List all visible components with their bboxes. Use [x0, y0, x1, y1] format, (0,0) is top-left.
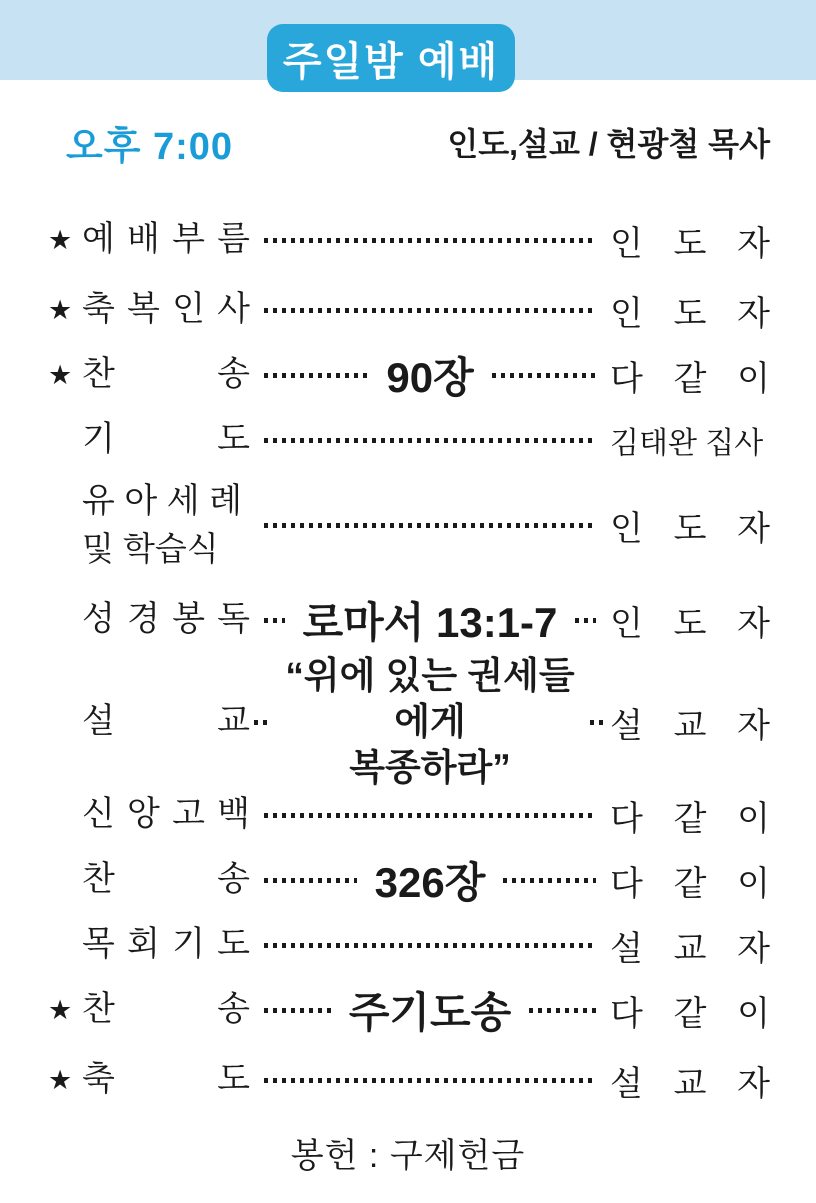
service-row [0, 655, 816, 788]
service-item-performer: 다 같 이 [610, 799, 770, 838]
service-item-label: 유 아 세 례 및 학습식 [82, 481, 242, 568]
dotted-leader [264, 1078, 596, 1083]
service-item-performer: 다 같 이 [610, 864, 770, 903]
dotted-leader [264, 438, 596, 443]
dotted-leader [264, 308, 596, 313]
service-row [0, 351, 816, 399]
service-row [0, 791, 816, 839]
dotted-leader [264, 813, 596, 818]
service-item-value: 주기도송 [348, 989, 512, 1036]
service-title: 주일밤 예배 [282, 39, 500, 84]
service-item-performer: 인 도 자 [610, 604, 770, 643]
service-item-label: 축 복 인 사 [82, 290, 250, 329]
service-item-performer: 설 교 자 [610, 706, 770, 745]
dotted-leader [264, 878, 357, 883]
service-item-performer: 다 같 이 [610, 994, 770, 1033]
offering-note [0, 1128, 816, 1176]
service-item-label: 설 교 [82, 702, 250, 741]
dotted-leader [264, 523, 596, 528]
service-item-label: 찬 송 [82, 990, 250, 1029]
service-time: 오후 7:00 [66, 125, 234, 168]
service-item-value: 90장 [386, 354, 474, 401]
service-item-performer: 설 교 자 [610, 929, 770, 968]
dotted-leader [254, 720, 270, 725]
service-item-label: 예 배 부 름 [82, 220, 250, 259]
service-item-performer: 김태완 집사 [610, 427, 764, 460]
service-row [0, 856, 816, 904]
service-item-value: 로마서 13:1-7 [302, 599, 558, 646]
service-header [0, 118, 816, 166]
service-item-value: “위에 있는 권세들에게 복종하라” [285, 655, 575, 788]
service-item-performer: 설 교 자 [610, 1064, 770, 1103]
service-row [0, 216, 816, 264]
offering-text: 봉헌 : 구제헌금 [290, 1136, 526, 1175]
star-icon: ★ [48, 359, 73, 390]
service-row [0, 416, 816, 464]
dotted-leader [503, 878, 596, 883]
service-item-performer: 인 도 자 [610, 294, 770, 333]
service-row [0, 986, 816, 1034]
star-icon: ★ [48, 994, 73, 1025]
star-icon: ★ [48, 294, 73, 325]
dotted-leader [264, 238, 596, 243]
dotted-leader [590, 720, 606, 725]
service-item-label: 목 회 기 도 [82, 925, 250, 964]
service-item-label: 기 도 [82, 420, 250, 459]
dotted-leader [492, 373, 596, 378]
service-item-label: 찬 송 [82, 355, 250, 394]
service-item-performer: 다 같 이 [610, 359, 770, 398]
dotted-leader [264, 618, 285, 623]
service-row [0, 1056, 816, 1104]
service-row [0, 596, 816, 644]
service-item-label: 신 앙 고 백 [82, 795, 250, 834]
service-item-performer: 인 도 자 [610, 509, 770, 548]
service-title-badge [267, 24, 515, 92]
dotted-leader [264, 373, 368, 378]
star-icon: ★ [48, 224, 73, 255]
service-list [0, 216, 816, 1104]
dotted-leader [264, 943, 596, 948]
service-item-performer: 인 도 자 [610, 224, 770, 263]
service-leaders: 인도,설교 / 현광철 목사 [447, 126, 770, 162]
service-item-label: 성 경 봉 독 [82, 600, 250, 639]
service-row [0, 286, 816, 334]
service-item-value: 326장 [374, 859, 486, 906]
star-icon: ★ [48, 1064, 73, 1095]
dotted-leader [264, 1008, 331, 1013]
service-item-label: 축 도 [82, 1060, 250, 1099]
service-item-label: 찬 송 [82, 860, 250, 899]
dotted-leader [575, 618, 596, 623]
service-row [0, 921, 816, 969]
dotted-leader [529, 1008, 596, 1013]
service-row [0, 481, 816, 568]
